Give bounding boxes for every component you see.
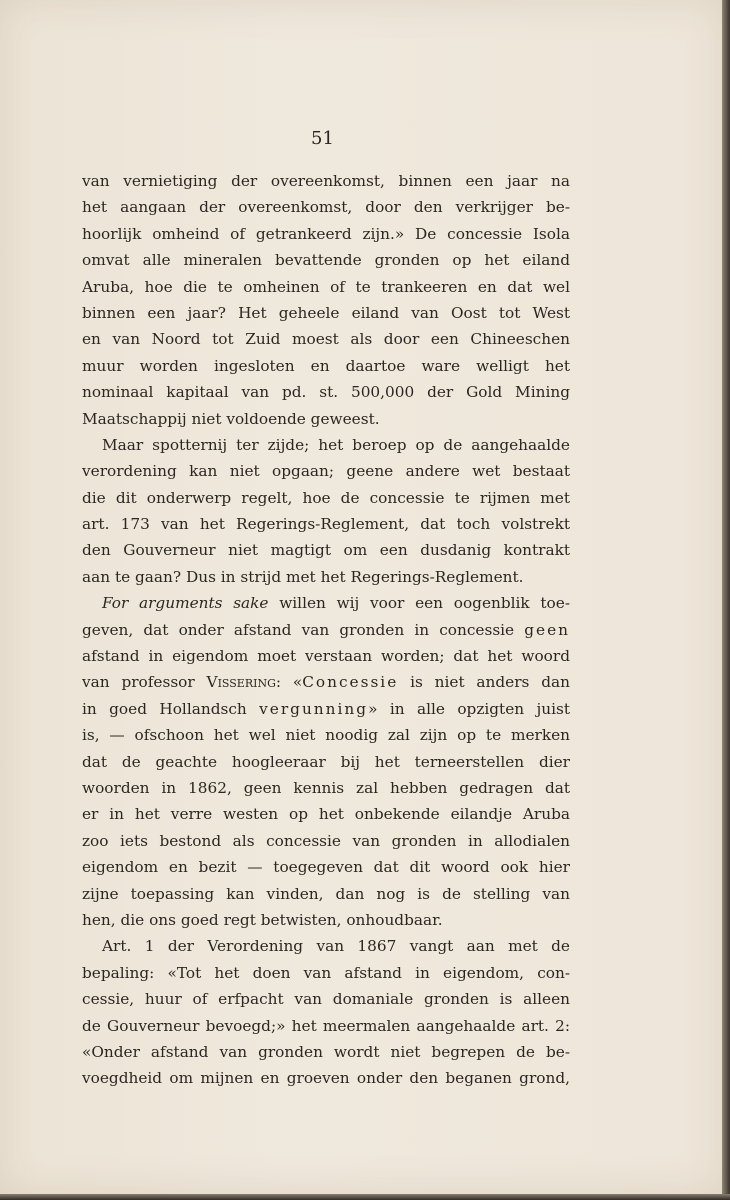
text-line: omvat alle mineralen bevattende gronden op het eiland <box>82 251 570 270</box>
text-segment: van professor <box>82 673 207 692</box>
text-line: er in het verre westen op het onbekende eilandje Aruba <box>82 805 570 824</box>
text-line: bepaling: «Tot het doen van afstand in eigendom, con- <box>82 963 570 982</box>
text-line: Art. 1 der Verordening van 1867 vangt aan met de <box>102 937 570 956</box>
page-edge <box>722 0 730 1200</box>
text-line: «Onder afstand van gronden wordt niet begrepen de be- <box>82 1042 570 1061</box>
text-segment: » in alle opzigten juist <box>368 699 570 718</box>
text-segment: geven, dat onder afstand van gronden in concessie <box>82 620 525 639</box>
text-line: woorden in 1862, geen kennis zal hebben gedragen dat <box>82 778 570 797</box>
text-line: aan te gaan? Dus in strijd met het Regerings-Reglement. <box>82 567 524 586</box>
text-line <box>82 590 570 616</box>
text-line: dat de geachte hoogleeraar bij het terneerstellen dier <box>82 752 570 771</box>
text-line: nominaal kapitaal van pd. st. 500,000 der Gold Mining <box>82 383 570 402</box>
italic-phrase: For arguments sake <box>102 594 269 613</box>
text-line: de Gouverneur bevoegd;» het meermalen aangehaalde art. 2: <box>82 1016 570 1035</box>
spaced-emphasis: geen <box>524 620 570 639</box>
text-line: muur worden ingesloten en daartoe ware welligt het <box>82 356 570 375</box>
page-number: 51 <box>311 128 334 149</box>
text-segment: : « <box>275 673 303 692</box>
text-line: den Gouverneur niet magtigt om een dusdanig kontrakt <box>82 541 570 560</box>
text-line: binnen een jaar? Het geheele eiland van Oost tot West <box>82 303 570 322</box>
text-line: voegdheid om mijnen en groeven onder den beganen grond, <box>82 1069 570 1088</box>
text-line: hen, die ons goed regt betwisten, onhoudbaar. <box>82 910 443 929</box>
spaced-emphasis: Concessie <box>302 673 399 692</box>
spaced-emphasis: vergunning <box>259 699 369 718</box>
text-line: van vernietiging der overeenkomst, binnen een jaar na <box>82 172 570 190</box>
text-line: afstand in eigendom moet verstaan worden; dat het woord <box>82 647 570 666</box>
text-line: art. 173 van het Regerings-Reglement, dat toch volstrekt <box>82 515 570 534</box>
text-line <box>82 696 570 722</box>
text-line: zoo iets bestond als concessie van gronden in allodialen <box>82 831 570 850</box>
text-line: Aruba, hoe die te omheinen of te trankeeren en dat wel <box>82 277 570 296</box>
text-line: hoorlijk omheind of getrankeerd zijn.» De concessie Isola <box>82 224 570 243</box>
text-line <box>82 617 570 643</box>
text-line: verordening kan niet opgaan; geene andere wet bestaat <box>82 462 570 481</box>
body-text <box>82 168 570 1092</box>
text-line: Maatschappij niet voldoende geweest. <box>82 409 380 428</box>
bottom-edge <box>0 1194 730 1200</box>
text-line: zijne toepassing kan vinden, dan nog is de stelling van <box>82 884 570 903</box>
text-line: is, — ofschoon het wel niet noodig zal zijn op te merken <box>82 726 570 745</box>
text-line: eigendom en bezit — toegegeven dat dit woord ook hier <box>82 858 570 877</box>
small-caps-name: Vissering <box>206 673 276 692</box>
text-segment: in goed Hollandsch <box>82 699 260 718</box>
text-line: het aangaan der overeenkomst, door den verkrijger be- <box>82 198 570 217</box>
text-segment: willen wij voor een oogenblik toe- <box>268 594 570 613</box>
text-line: die dit onderwerp regelt, hoe de concessie te rijmen met <box>82 488 570 507</box>
text-line: Maar spotternij ter zijde; het beroep op de aangehaalde <box>102 435 570 454</box>
text-line: cessie, huur of erfpacht van domaniale gronden is alleen <box>82 990 570 1009</box>
text-line <box>82 669 570 695</box>
text-line: en van Noord tot Zuid moest als door een Chineeschen <box>82 330 570 349</box>
text-segment: is niet anders dan <box>398 673 570 692</box>
